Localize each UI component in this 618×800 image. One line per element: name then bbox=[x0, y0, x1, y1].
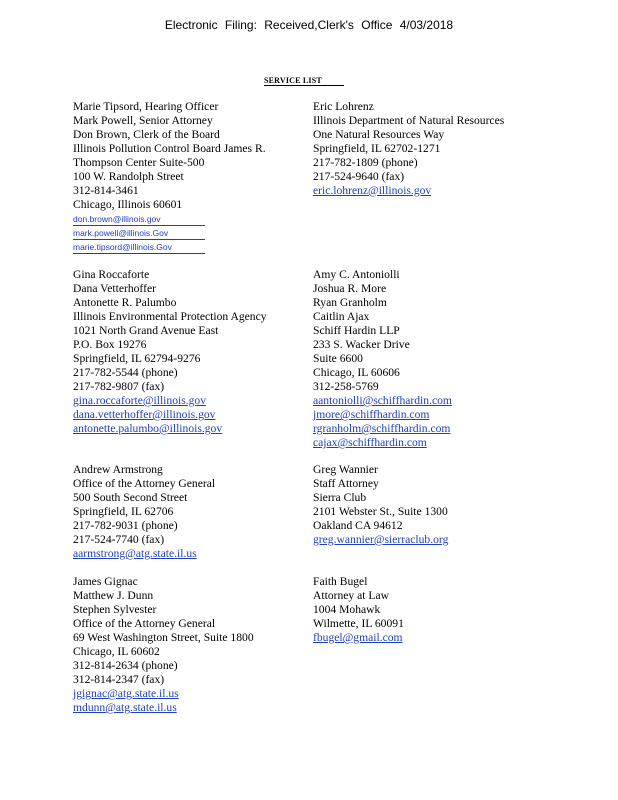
contact-line: 312-814-3461 bbox=[73, 184, 139, 197]
contact-line: Thompson Center Suite-500 bbox=[73, 156, 205, 169]
contact-line: 217-782-5544 (phone) bbox=[73, 366, 178, 379]
contact-block-natural-resources bbox=[313, 100, 504, 198]
contact-line: Chicago, IL 60606 bbox=[313, 366, 400, 379]
email-link[interactable]: aarmstrong@atg.state.il.us bbox=[73, 547, 197, 560]
contact-line: 500 South Second Street bbox=[73, 491, 188, 504]
email-link[interactable]: mark.powell@illinois.Gov bbox=[73, 227, 205, 240]
contact-line: Dana Vetterhoffer bbox=[73, 282, 156, 295]
contact-line: Don Brown, Clerk of the Board bbox=[73, 128, 220, 141]
contact-line: 2101 Webster St., Suite 1300 bbox=[313, 505, 448, 518]
contact-line: 217-782-9807 (fax) bbox=[73, 380, 165, 393]
email-link[interactable]: greg.wannier@sierraclub.org bbox=[313, 533, 449, 546]
contact-line: Marie Tipsord, Hearing Officer bbox=[73, 100, 219, 113]
contact-line: Mark Powell, Senior Attorney bbox=[73, 114, 213, 127]
contact-line: Wilmette, IL 60091 bbox=[313, 617, 404, 630]
contact-line: 217-782-1809 (phone) bbox=[313, 156, 418, 169]
contact-line: Springfield, IL 62794-9276 bbox=[73, 352, 201, 365]
contact-line: Schiff Hardin LLP bbox=[313, 324, 400, 337]
contact-line: 312-814-2347 (fax) bbox=[73, 673, 165, 686]
contact-line: Sierra Club bbox=[313, 491, 367, 504]
email-link[interactable]: fbugel@gmail.com bbox=[313, 631, 403, 644]
email-link[interactable]: eric.lohrenz@illinois.gov bbox=[313, 184, 432, 197]
contact-line: Stephen Sylvester bbox=[73, 603, 157, 616]
contact-line: Oakland CA 94612 bbox=[313, 519, 403, 532]
contact-line: Faith Bugel bbox=[313, 575, 368, 588]
contact-line: James Gignac bbox=[73, 575, 138, 588]
contact-line: P.O. Box 19276 bbox=[73, 338, 147, 351]
contact-block-schiff-hardin bbox=[313, 268, 452, 450]
contact-line: Illinois Environmental Protection Agency bbox=[73, 310, 267, 323]
contact-line: Andrew Armstrong bbox=[73, 463, 163, 476]
contact-block-pollution-board bbox=[73, 100, 266, 254]
contact-block-attorney-at-law bbox=[313, 575, 404, 645]
contact-line: 100 W. Randolph Street bbox=[73, 170, 184, 183]
contact-block-epa bbox=[73, 268, 267, 436]
contact-line: Antonette R. Palumbo bbox=[73, 296, 177, 309]
contact-line: Caitlin Ajax bbox=[313, 310, 370, 323]
email-link[interactable]: jgignac@atg.state.il.us bbox=[73, 687, 179, 700]
contact-line: Chicago, Illinois 60601 bbox=[73, 198, 183, 211]
email-link[interactable]: cajax@schiffhardin.com bbox=[313, 436, 427, 449]
contact-line: Suite 6600 bbox=[313, 352, 363, 365]
email-link[interactable]: rgranholm@schiffhardin.com bbox=[313, 422, 451, 435]
contact-line: 312-258-5769 bbox=[313, 380, 379, 393]
contact-line: Ryan Granholm bbox=[313, 296, 387, 309]
contact-line: 69 West Washington Street, Suite 1800 bbox=[73, 631, 254, 644]
email-link[interactable]: jmore@schiffhardin.com bbox=[313, 408, 430, 421]
contact-line: Matthew J. Dunn bbox=[73, 589, 154, 602]
contact-block-attorney-general-chicago bbox=[73, 575, 254, 715]
contact-line: Staff Attorney bbox=[313, 477, 379, 490]
contact-line: 233 S. Wacker Drive bbox=[313, 338, 410, 351]
contact-line: 217-782-9031 (phone) bbox=[73, 519, 178, 532]
contact-line: Springfield, IL 62702-1271 bbox=[313, 142, 441, 155]
contact-line: 312-814-2634 (phone) bbox=[73, 659, 178, 672]
contact-line: One Natural Resources Way bbox=[313, 128, 445, 141]
contact-line: Springfield, IL 62706 bbox=[73, 505, 174, 518]
email-link[interactable]: mdunn@atg.state.il.us bbox=[73, 701, 177, 714]
contact-line: Amy C. Antoniolli bbox=[313, 268, 400, 281]
email-link[interactable]: dana.vetterhoffer@illinois.gov bbox=[73, 408, 216, 421]
contact-line: Chicago, IL 60602 bbox=[73, 645, 160, 658]
contact-line: Illinois Pollution Control Board James R. bbox=[73, 142, 266, 155]
email-link[interactable]: marie.tipsord@illinois.Gov bbox=[73, 241, 205, 254]
contact-line: 217-524-9640 (fax) bbox=[313, 170, 405, 183]
contact-line: 217-524-7740 (fax) bbox=[73, 533, 165, 546]
contact-line: 1004 Mohawk bbox=[313, 603, 381, 616]
electronic-filing-header: Electronic Filing: Received,Clerk's Office 4/03/2018 bbox=[164, 18, 454, 32]
contact-line: Joshua R. More bbox=[313, 282, 387, 295]
contact-line: Illinois Department of Natural Resources bbox=[313, 114, 505, 127]
contact-line: Gina Roccaforte bbox=[73, 268, 150, 281]
email-link[interactable]: don.brown@illinois.gov bbox=[73, 213, 205, 226]
contact-line: Attorney at Law bbox=[313, 589, 389, 602]
contact-block-attorney-general-springfield bbox=[73, 463, 215, 561]
email-link[interactable]: aantoniolli@schiffhardin.com bbox=[313, 394, 452, 407]
email-link[interactable]: gina.roccaforte@illinois.gov bbox=[73, 394, 207, 407]
contact-line: Office of the Attorney General bbox=[73, 477, 216, 490]
contact-line: Eric Lohrenz bbox=[313, 100, 374, 113]
contact-block-sierra-club bbox=[313, 463, 448, 547]
email-link[interactable]: antonette.palumbo@illinois.gov bbox=[73, 422, 223, 435]
contact-line: Greg Wannier bbox=[313, 463, 378, 476]
service-list-title: SERVICE LIST bbox=[264, 76, 344, 86]
contact-line: Office of the Attorney General bbox=[73, 617, 216, 630]
contact-line: 1021 North Grand Avenue East bbox=[73, 324, 219, 337]
